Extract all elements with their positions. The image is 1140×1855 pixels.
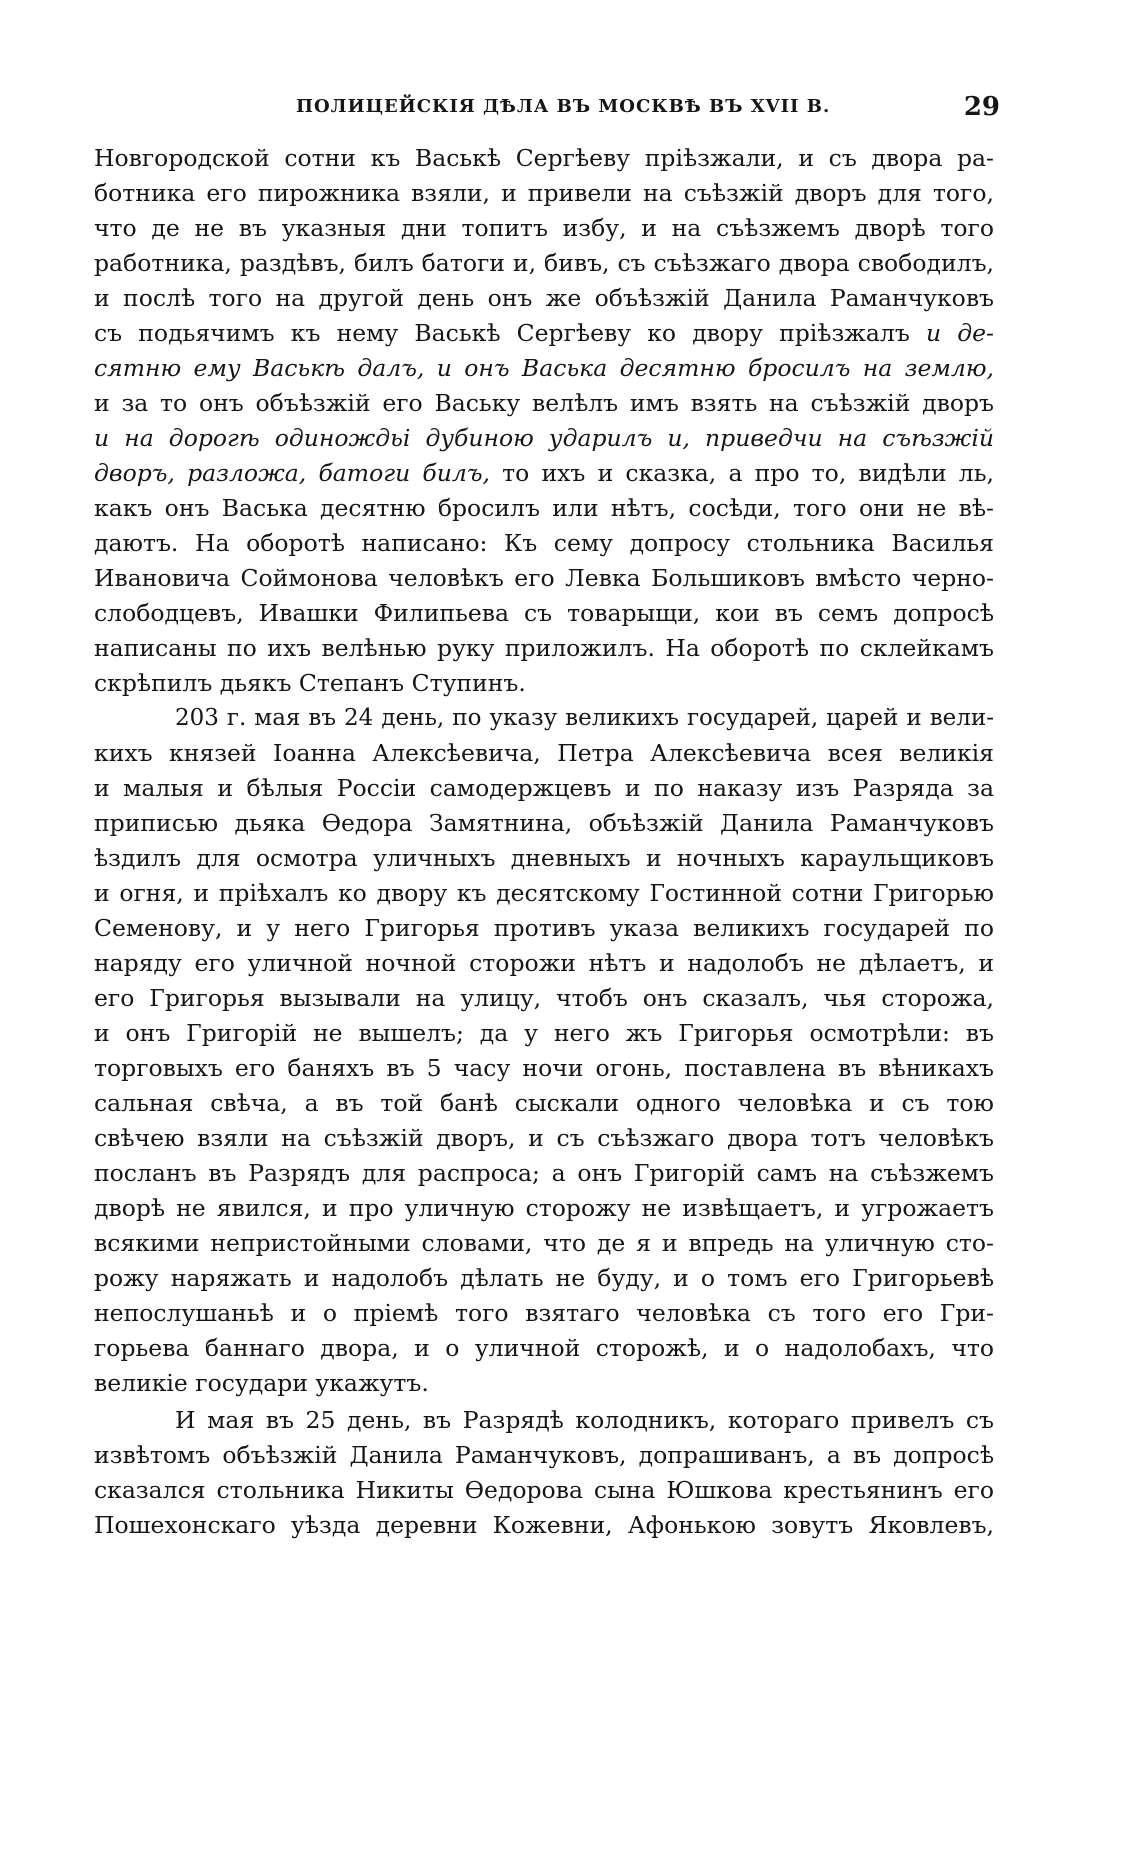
text-line-27: торговыхъ его баняхъ въ 5 часу ночи огонь, поставлена въ вѣникахъ [94,1054,994,1082]
text-line-4: работника, раздѣвъ, билъ батоги и, бивъ, съ съѣзжаго двора свободилъ, [94,249,994,277]
text-line-16: скрѣпилъ дьякъ Степанъ Ступинъ. [94,669,526,697]
text-line-30: посланъ въ Разрядъ для распроса; а онъ Григорій самъ на съѣзжемъ [94,1159,994,1187]
text-line-37: И мая въ 25 день, въ Разрядѣ колодникъ, котораго привелъ съ [175,1406,994,1434]
text-line-3: что де не въ указныя дни топитъ избу, и на съѣзжемъ дворѣ того [94,214,994,242]
text-line-39: сказался стольника Никиты Ѳедорова сына Юшкова крестьянинъ его [94,1476,994,1504]
page-number: 29 [963,92,1000,122]
text-line-23: Семенову, и у него Григорья противъ указа великихъ государей по [94,914,994,942]
text-line-29: свѣчею взяли на съѣзжій дворъ, и съ съѣзжаго двора тотъ человѣкъ [94,1124,994,1152]
text-line-2: ботника его пирожника взяли, и привели на съѣзжій дворъ для того, [94,179,994,207]
text-line-20: приписью дьяка Ѳедора Замятнина, объѣзжій Данила Раманчуковъ [94,809,994,837]
text-line-34: непослушаньѣ и о пріемѣ того взятаго человѣка съ того его Гри- [94,1299,994,1327]
text-line-1: Новгородской сотни къ Васькѣ Сергѣеву пріѣзжали, и съ двора ра- [94,144,994,172]
text-line-26: и онъ Григорій не вышелъ; да у него жъ Григорья осмотрѣли: въ [94,1019,994,1047]
text-line-24: наряду его уличной ночной сторожи нѣтъ и надолобъ не дѣлаетъ, и [94,949,994,977]
text-line-31: дворѣ не явился, и про уличную сторожу не извѣщаетъ, и угрожаетъ [94,1194,994,1222]
text-line-11: какъ онъ Васька десятню бросилъ или нѣтъ, сосѣди, того они не вѣ- [94,494,994,522]
text-line-14: слободцевъ, Ивашки Филипьева съ товарыщи, кои въ семъ допросѣ [94,599,994,627]
text-line-35: горьева баннаго двора, и о уличной сторожѣ, и о надолобахъ, что [94,1334,994,1362]
text-line-33: рожу наряжать и надолобъ дѣлать не буду, и о томъ его Григорьевѣ [94,1264,994,1292]
text-line-7: сятню ему Васькѣ далъ, и онъ Васька десятню бросилъ на землю, [94,354,994,382]
text-line-28: сальная свѣча, а въ той банѣ сыскали одного человѣка и съ тою [94,1089,994,1117]
text-line-6: съ подьячимъ къ нему Васькѣ Сергѣеву ко двору пріѣзжалъ и де- [94,319,994,347]
text-line-15: написаны по ихъ велѣнью руку приложилъ. На оборотѣ по склейкамъ [94,634,994,662]
text-line-9: и на дорогѣ одинождьі дубиною ударилъ и, приведчи на съѣзжій [94,424,994,452]
text-line-38: извѣтомъ объѣзжій Данила Раманчуковъ, допрашиванъ, а въ допросѣ [94,1441,994,1469]
running-head: ПОЛИЦЕЙСКІЯ ДѢЛА ВЪ МОСКВѢ ВЪ XVII В. [296,96,831,117]
text-line-10: дворъ, разложа, батоги билъ, то ихъ и сказка, а про то, видѣли ль, [94,459,994,487]
text-line-36: великіе государи укажутъ. [94,1369,429,1397]
text-line-13: Ивановича Соймонова человѣкъ его Левка Большиковъ вмѣсто черно- [94,564,994,592]
text-line-5: и послѣ того на другой день онъ же объѣзжій Данила Раманчуковъ [94,284,994,312]
text-line-21: ѣздилъ для осмотра уличныхъ дневныхъ и ночныхъ караульщиковъ [94,844,994,872]
text-line-12: даютъ. На оборотѣ написано: Къ сему допросу стольника Василья [94,529,994,557]
text-line-8: и за то онъ объѣзжій его Ваську велѣлъ имъ взять на съѣзжій дворъ [94,389,994,417]
text-line-19: и малыя и бѣлыя Россіи самодержцевъ и по наказу изъ Разряда за [94,774,994,802]
text-line-18: кихъ князей Іоанна Алексѣевича, Петра Алексѣевича всея великія [94,739,994,767]
text-line-22: и огня, и пріѣхалъ ко двору къ десятскому Гостинной сотни Григорью [94,879,994,907]
text-line-17: 203 г. мая въ 24 день, по указу великихъ государей, царей и вели- [175,705,994,731]
text-line-25: его Григорья вызывали на улицу, чтобъ онъ сказалъ, чья сторожа, [94,984,994,1012]
text-line-40: Пошехонскаго уѣзда деревни Кожевни, Афонькою зовутъ Яковлевъ, [94,1511,994,1539]
text-line-32: всякими непристойными словами, что де я и впредь на уличную сто- [94,1229,994,1257]
